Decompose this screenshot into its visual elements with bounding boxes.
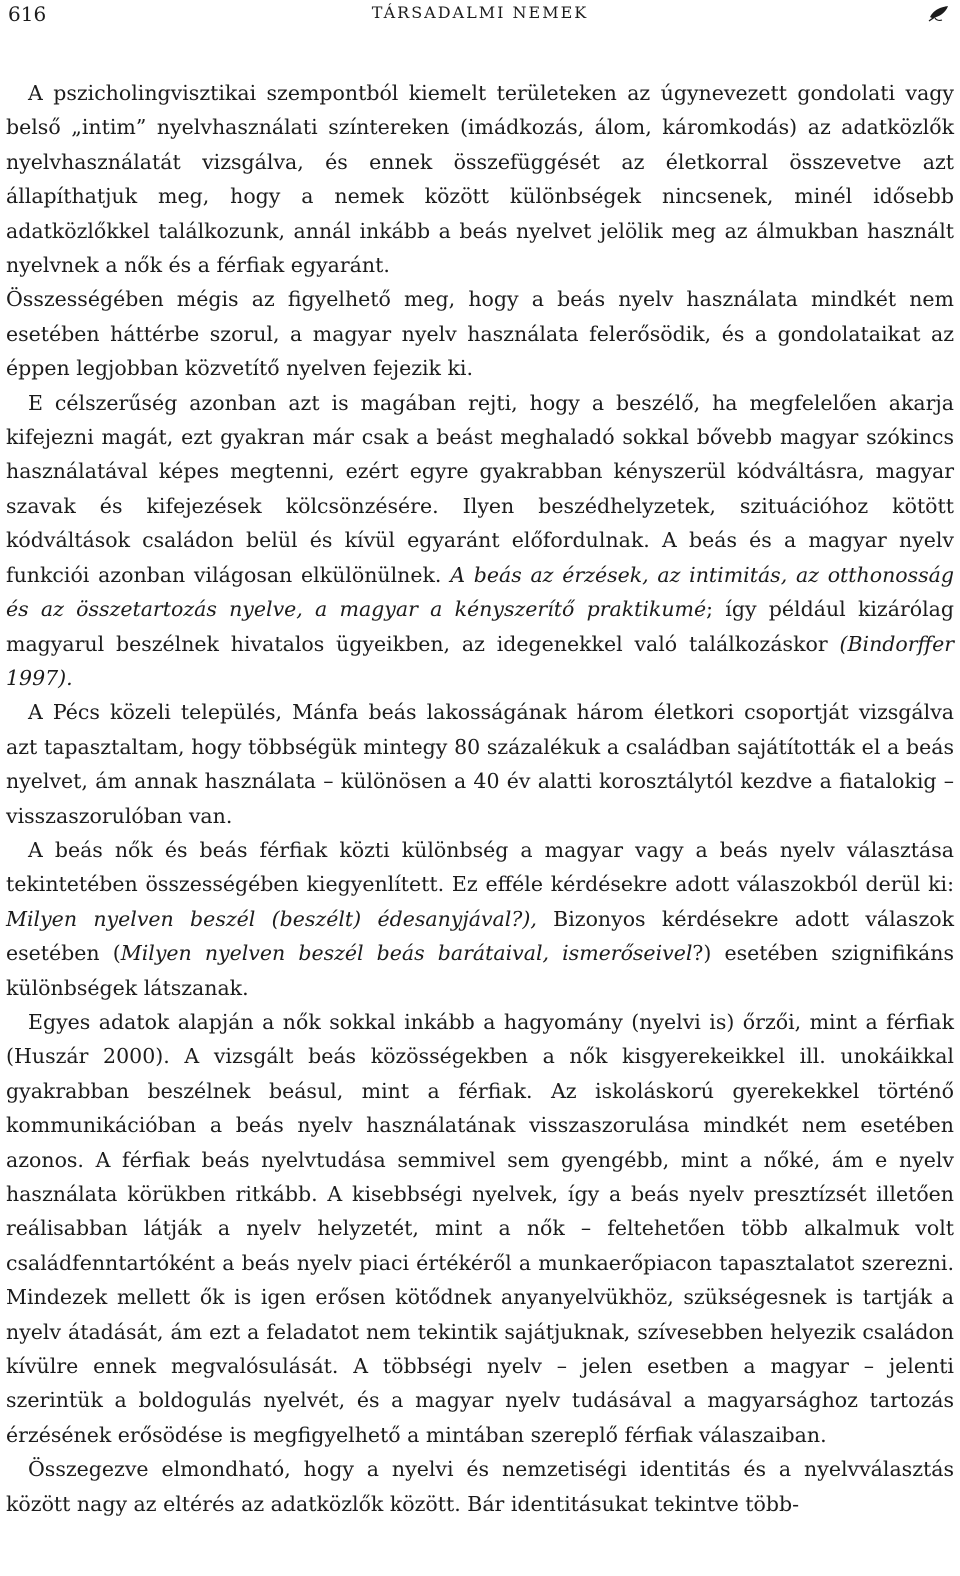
body-paragraph: [6, 1005, 954, 1452]
body-paragraph: [6, 386, 954, 696]
text-run: E célszerűség azonban azt is magában rejti, hogy a beszélő, ha megfelelően akarja kifejezni magát, ezt gyakran már csak a beást meghaladó sokkal bővebb magyar szókincs használatával képes megtenni, ezért egyre gyakrabban kényszerül kódváltásra, magyar szavak és kifejezések kölcsönzésére. Ilyen beszédhelyzetek, szituációhoz kötött kódváltások családon belül és kívül egyaránt előfordulnak. A beás és a magyar nyelv funkciói azonban világosan elkülönülnek.: [6, 390, 954, 587]
italic-text: Milyen nyelven beszél (beszélt) édesanyjával?),: [6, 906, 537, 931]
body-text: [6, 76, 954, 1521]
leaf-ornament-icon: [928, 3, 950, 23]
text-run: ?) esetében szignifikáns különbségek látszanak.: [6, 941, 954, 1000]
body-paragraph: [6, 76, 954, 282]
text-run: A beás nők és beás férfiak közti különbség a magyar vagy a beás nyelv választása tekintetében összességében kiegyenlített. Ez efféle kérdésekre adott válaszokból derül ki:: [6, 837, 954, 897]
text-run: A Pécs közeli település, Mánfa beás lakosságának három életkori csoportját vizsgálva azt tapasztaltam, hogy többségük mintegy 80 százalékuk a családban sajátították el a beás nyelvet, ám annak használata – különösen a 40 év alatti korosztálytól kezdve a fiatalokig – visszaszorulóban van.: [6, 700, 954, 828]
italic-text: A beás az érzések, az intimitás, az otthonosság és az összetartozás nyelve, a magyar a kényszerítő praktikumé: [6, 562, 954, 622]
page-header: [0, 0, 960, 30]
text-run: Összességében mégis az figyelhető meg, hogy a beás nyelv használata mindkét nem esetében háttérbe szorul, a magyar nyelv használata felerősödik, és a gondolataikat az éppen legjobban közvetítő nyelven fejezik ki.: [6, 287, 954, 381]
body-paragraph: [6, 1452, 954, 1521]
page-number: 616: [8, 2, 47, 26]
text-run: Egyes adatok alapján a nők sokkal inkább a hagyomány (nyelvi is) őrzői, mint a férfiak (Huszár 2000). A vizsgált beás közösségekben a nők kisgyerekeikkel ill. unokáikkal gyakrabban beszélnek beásul, mint a férfiak. Az iskoláskorú gyerekekkel történő kommunikációban a beás nyelv használatának visszaszorulása mindkét nem esetében azonos. A férfiak beás nyelvtudása semmivel sem gyengébb, mint a nőké, ám e nyelv használata körükben ritkább. A kisebbségi nyelvek, így a beás nyelv presztízsét illetően reálisabban látják a nyelv helyzetét, mint a nők – feltehetően több alkalmuk volt családfenntartóként a beás nyelv piaci értékéről a munkaerőpiacon tapasztalatot szerezni. Mindezek mellett ők is igen erősen kötődnek anyanyelvükhöz, szükségesnek is tartják a nyelv átadását, ám ezt a feladatot nem tekintik sajátjuknak, szívesebben helyezik családon kívülre ennek megvalósulását. A többségi nyelv – jelen esetben a magyar – jelenti szerintük a boldogulás nyelvét, és a magyar nyelv tudásával a magyarsághoz tartozás érzésének erősödése is megfigyelhető a mintában szereplő férfiak válaszaiban.: [6, 1009, 954, 1447]
text-run: A pszicholingvisztikai szempontból kiemelt területeken az úgynevezett gondolati vagy belső „intim” nyelvhasználati színtereken (imádkozás, álom, káromkodás) az adatközlők nyelvhasználatát vizsgálva, és ennek összefüggését az életkorral összevetve azt állapíthatjuk meg, hogy a nemek között különbségek nincsenek, minél idősebb adatközlőkkel találkozunk, annál inkább a beás nyelvet jelölik meg az álmukban használt nyelvnek a nők és a férfiak egyaránt.: [6, 81, 954, 278]
body-paragraph: [6, 282, 954, 385]
text-run: Összegezve elmondható, hogy a nyelvi és nemzetiségi identitás és a nyelvválasztás között nagy az eltérés az adatközlők között. Bár identitásukat tekintve több-: [6, 1457, 954, 1516]
body-paragraph: [6, 695, 954, 833]
running-head: TÁRSADALMI NEMEK: [371, 3, 589, 22]
text-run: ; így például kizárólag magyarul beszélnek hivatalos ügyeikben, az idegenekkel való találkozáskor: [6, 597, 954, 656]
text-run: Bizonyos kérdésekre adott válaszok esetében (: [6, 906, 955, 966]
body-paragraph: [6, 833, 954, 1005]
italic-text: (Bindorffer 1997).: [6, 631, 954, 690]
italic-text: Milyen nyelven beszél beás barátaival, ismerőseivel: [120, 941, 693, 966]
